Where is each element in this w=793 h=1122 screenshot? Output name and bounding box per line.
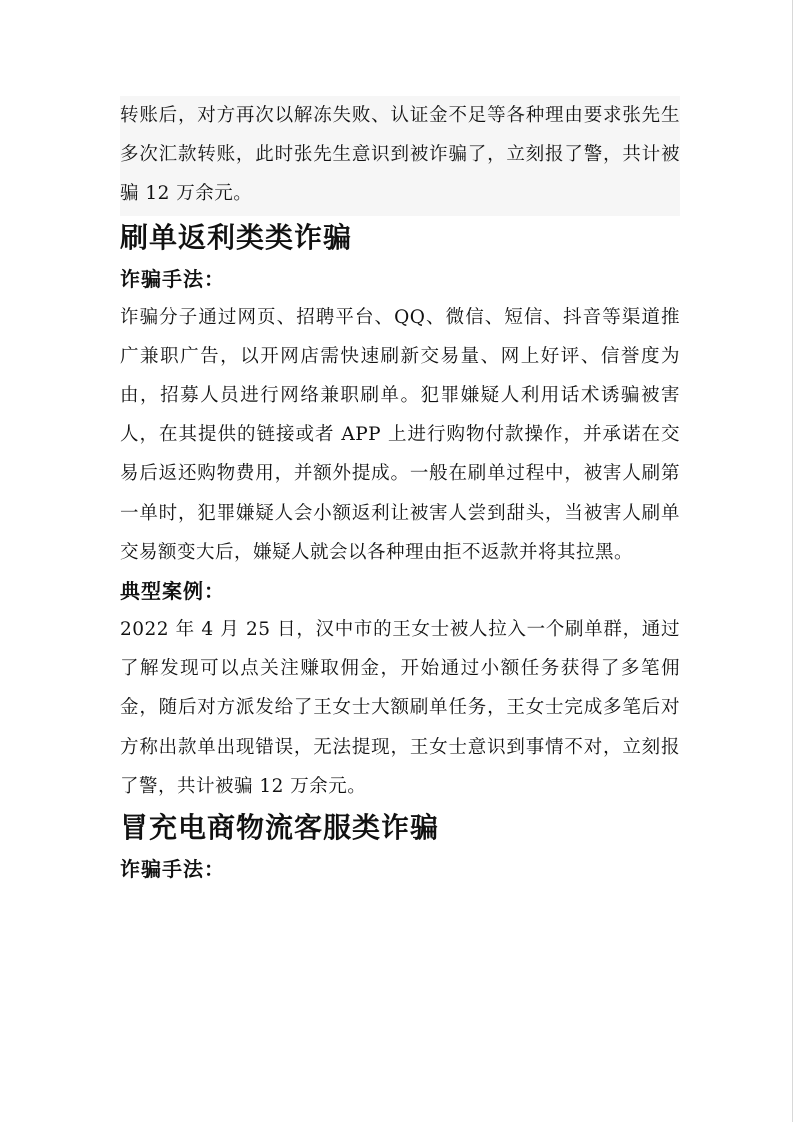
section-title-brushing: 刷单返利类类诈骗 (120, 220, 353, 254)
intro-paragraph: 转账后，对方再次以解冻失败、认证金不足等各种理由要求张先生多次汇款转账，此时张先生意识到被诈骗了，立刻报了警，共计被骗 12 万余元。 (120, 96, 680, 216)
case-heading-brushing: 典型案例： (120, 579, 225, 604)
method-heading-brushing: 诈骗手法： (120, 266, 225, 291)
method-heading-ecommerce: 诈骗手法： (120, 857, 225, 882)
case-text-brushing: 2022 年 4 月 25 日，汉中市的王女士被人拉入一个刷单群，通过了解发现可以点关注赚取佣金，开始通过小额任务获得了多笔佣金，随后对方派发给了王女士大额刷单任务，王女士完成多笔后对方称出款单出现错误，无法提现，王女士意识到事情不对，立刻报了警，共计被骗 12 万余元。 (120, 619, 680, 797)
document-body (120, 96, 680, 888)
section-title-ecommerce: 冒充电商物流客服类诈骗 (120, 811, 440, 845)
method-text-brushing: 诈骗分子通过网页、招聘平台、QQ、微信、短信、抖音等渠道推广兼职广告，以开网店需快速刷新交易量、网上好评、信誉度为由，招募人员进行网络兼职刷单。犯罪嫌疑人利用话术诱骗被害人，在其提供的链接或者 APP 上进行购物付款操作，并承诺在交易后返还购物费用，并额外提成。一般在刷单过程中，被害人刷第一单时，犯罪嫌疑人会小额返利让被害人尝到甜头，当被害人刷单交易额变大后，嫌疑人就会以各种理由拒不返款并将其拉黑。 (120, 306, 680, 563)
